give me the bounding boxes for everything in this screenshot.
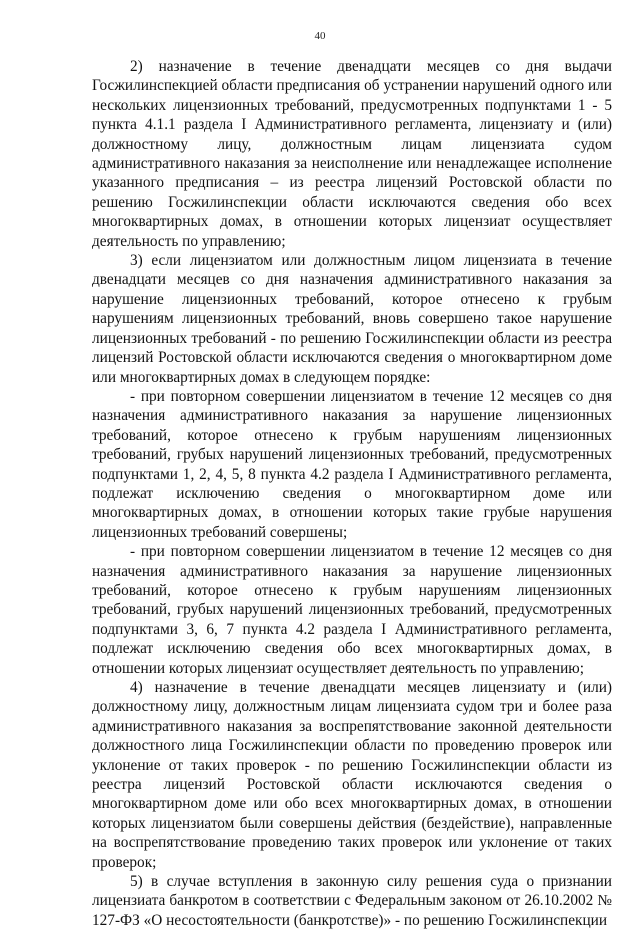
document-body	[92, 57, 612, 930]
page-number: 40	[314, 30, 326, 42]
paragraph-item-2: 2) назначение в течение двенадцати месяцев со дня выдачи Госжилинспекцией области предписания об устранении нарушений одного или нескольких лицензионных требований, предусмотренных подпунктами 1 - 5 пункта 4.1.1 раздела I Административного регламента, лицензиату и (или) должностному лицу, должностным лицам лицензиата судом административного наказания за неисполнение или ненадлежащее исполнение указанного предписания – из реестра лицензий Ростовской области по решению Госжилинспекции области исключаются сведения обо всех многоквартирных домах, в отношении которых лицензиат осуществляет деятельность по управлению;	[92, 58, 612, 250]
paragraph-item-3: 3) если лицензиатом или должностным лицом лицензиата в течение двенадцати месяцев со дня назначения административного наказания за нарушение лицензионных требований, которое отнесено к грубым нарушениям лицензионных требований, вновь совершено такое нарушение лицензионных требований - по решению Госжилинспекции области из реестра лицензий Ростовской области исключаются сведения о многоквартирном доме или многоквартирных домах в следующем порядке:	[92, 252, 612, 386]
paragraph-bullet-2: - при повторном совершении лицензиатом в течение 12 месяцев со дня назначения административного наказания за нарушение лицензионных требований, которое отнесено к грубым нарушениям лицензионных требований, грубых нарушений лицензионных требований, предусмотренных подпунктами 3, 6, 7 пункта 4.2 раздела I Административного регламента, подлежат исключению сведения обо всех многоквартирных домах, в отношении которых лицензиат осуществляет деятельность по управлению;	[92, 543, 612, 677]
paragraph-bullet-1: - при повторном совершении лицензиатом в течение 12 месяцев со дня назначения административного наказания за нарушение лицензионных требований, которое отнесено к грубым нарушениям лицензионных требований, грубых нарушений лицензионных требований, предусмотренных подпунктами 1, 2, 4, 5, 8 пункта 4.2 раздела I Административного регламента, подлежат исключению сведения о многоквартирном доме или многоквартирных домах, в отношении которых такие грубые нарушения лицензионных требований совершены;	[92, 387, 612, 541]
paragraph-item-5: 5) в случае вступления в законную силу решения суда о признании лицензиата банкротом в соответствии с Федеральным законом от 26.10.2002 № 127-ФЗ «О несостоятельности (банкротстве)» - по решению Госжилинспекции	[92, 873, 612, 929]
paragraph-item-4: 4) назначение в течение двенадцати месяцев лицензиату и (или) должностному лицу, должностным лицам лицензиата судом три и более раза административного наказания за воспрепятствование законной деятельности должностного лица Госжилинспекции области по проведению проверок или уклонение от таких проверок - по решению Госжилинспекции области из реестра лицензий Ростовской области исключаются сведения о многоквартирном доме или обо всех многоквартирных домах, в отношении которых лицензиатом были совершены действия (бездействие), направленные на воспрепятствование проведению таких проверок или уклонение от таких проверок;	[92, 679, 612, 871]
